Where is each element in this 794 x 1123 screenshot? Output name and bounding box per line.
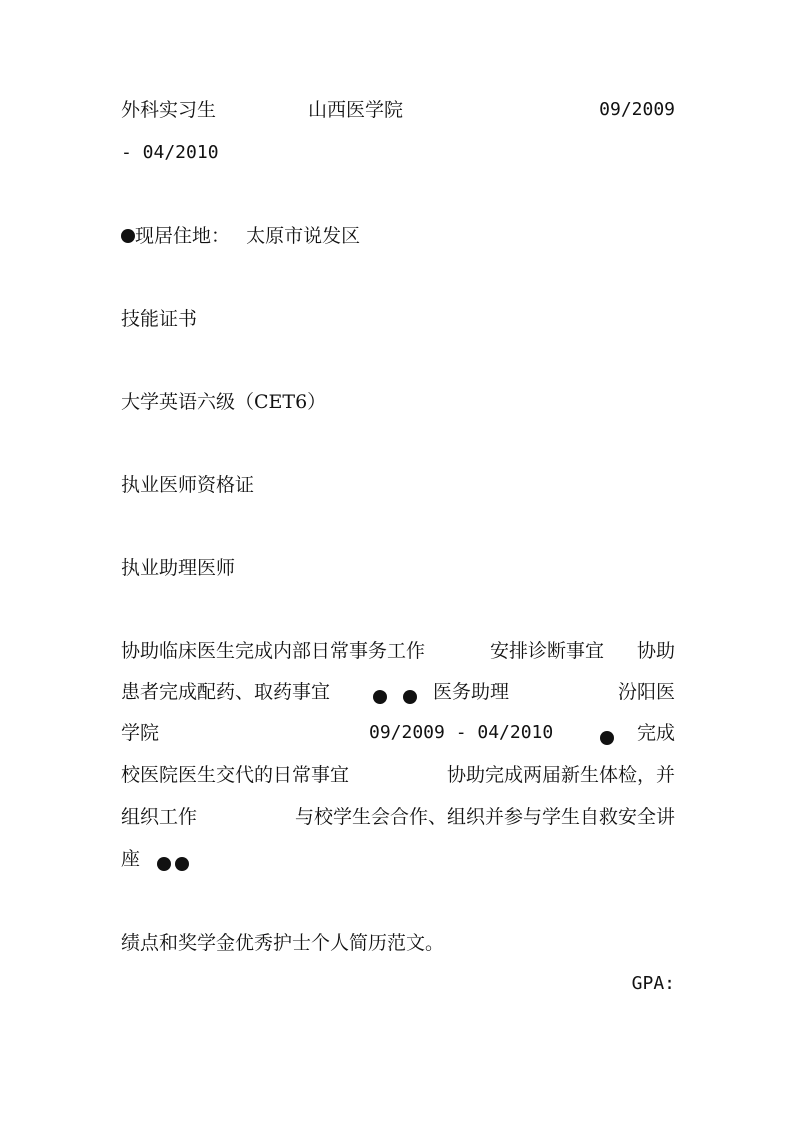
job-text: 座 (121, 848, 141, 870)
bullet-icon (175, 852, 189, 876)
job-title: 医务助理 (433, 681, 510, 703)
cert-item: 大学英语六级（CET6） (121, 391, 327, 413)
experience-end-date: - 04/2010 (121, 142, 219, 163)
job-text: 协助 (636, 640, 675, 662)
bullet-icon (157, 852, 171, 876)
job-text: 组织工作 (121, 806, 198, 828)
certs-heading: 技能证书 (121, 308, 198, 330)
bullet-icon (373, 685, 387, 709)
job-text: 完成 (636, 722, 675, 744)
job-text: 协助临床医生完成内部日常事务工作 (121, 640, 426, 662)
job-org: 学院 (121, 722, 160, 744)
bullet-icon (600, 726, 614, 750)
job-org: 汾阳医 (617, 681, 675, 703)
cert-item: 执业医师资格证 (121, 474, 255, 496)
experience-org: 山西医学院 (308, 99, 404, 121)
experience-start-date: 09/2009 (599, 99, 675, 120)
residence-value: 太原市说发区 (246, 225, 361, 247)
residence-label: 现居住地： (135, 225, 231, 247)
gpa-title: 绩点和奖学金优秀护士个人简历范文。 (121, 932, 445, 954)
job-text: 与校学生会合作、组织并参与学生自救安全讲 (294, 806, 675, 828)
bullet-icon (121, 229, 135, 243)
cert-item: 执业助理医师 (121, 557, 236, 579)
gpa-label: GPA: (631, 973, 675, 994)
job-text: 患者完成配药、取药事宜 (121, 681, 331, 703)
residence-line (121, 224, 675, 248)
job-text: 协助完成两届新生体检，并 (446, 764, 675, 786)
job-dates: 09/2009 - 04/2010 (369, 722, 554, 743)
job-text: 安排诊断事宜 (490, 640, 605, 662)
experience-role: 外科实习生 (121, 99, 217, 121)
bullet-icon (403, 685, 417, 709)
job-text: 校医院医生交代的日常事宜 (121, 764, 350, 786)
